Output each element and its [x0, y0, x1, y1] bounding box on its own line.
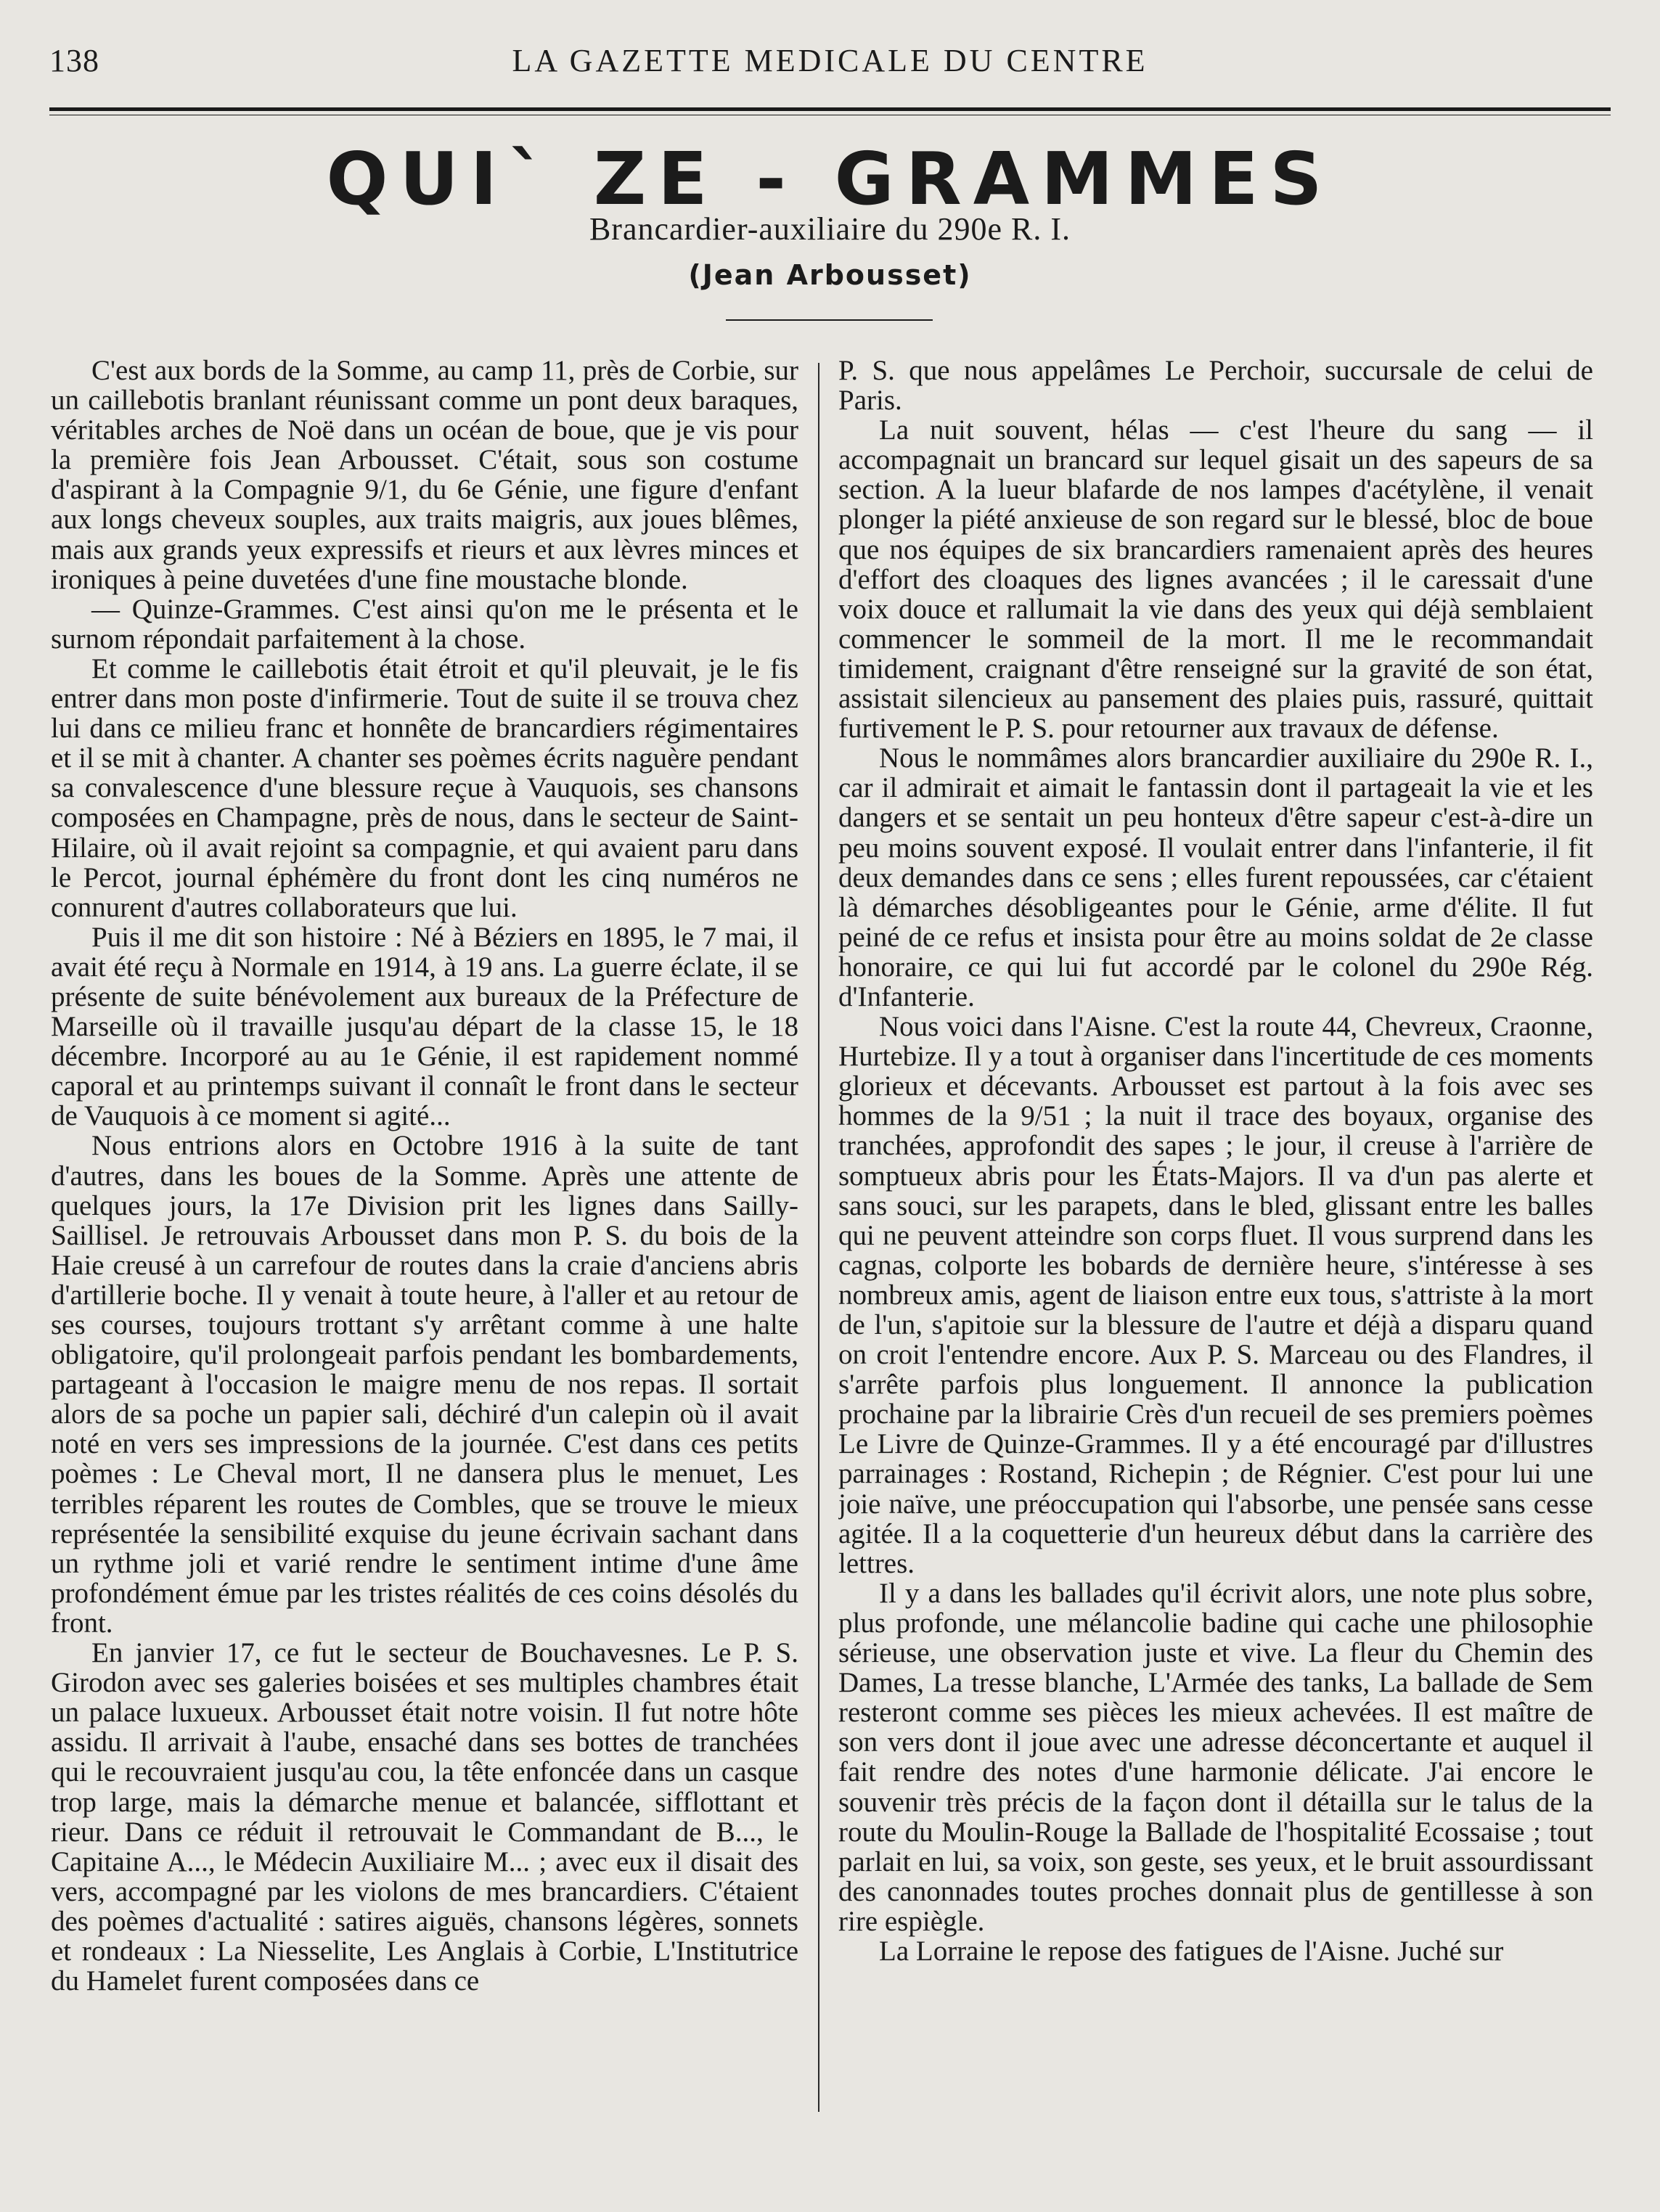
header-rule — [49, 107, 1611, 115]
article-title: QUI` ZE - GRAMMES — [326, 136, 1334, 221]
paragraph: La Lorraine le repose des fatigues de l'Aisne. Juché sur — [879, 1935, 1504, 1967]
page-number: 138 — [49, 43, 99, 78]
paragraph: Nous voici dans l'Aisne. C'est la route 44, Chevreux, Craonne, Hurtebize. Il y a tout à organiser dans l'incertitude de ces moments glorieux et décevants. Arbousset est partout à la fois avec ses hommes de la 9/51 ; la nuit il trace des boyaux, organise des tranchées, approfondit des sapes ; le jour, il creuse à l'arrière de somptueux abris pour les États-Majors. Il va d'un pas alerte et sans souci, sur les parapets, dans le bled, glissant entre les balles qui ne peuvent atteindre son corps fluet. Il vous surprend dans les cagnas, colporte les bobards de dernière heure, s'intéresse à ses nombreux amis, agent de liaison entre eux tous, s'attriste à la mort de l'un, s'apitoie sur la blessure de l'autre et déjà a disparu quand on croit l'entendre encore. Aux P. S. Marceau ou des Flandres, il s'arrête parfois plus longuement. Il annonce la publication prochaine par la librairie Crès d'un recueil de ses premiers poèmes Le Livre de Quinze-Grammes. Il y a été encouragé par d'illustres parrainages : Rostand, Richepin ; de Régnier. C'est pour lui une joie naïve, une préoccupation qui l'absorbe, une pensée sans cesse agitée. Il a la coquetterie d'un heureux début dans la carrière des lettres. — [838, 1011, 1593, 1579]
left-column — [51, 356, 798, 2177]
running-head — [49, 42, 1611, 86]
article-subtitle: Brancardier-auxiliaire du 290e R. I. — [589, 211, 1071, 247]
column-divider — [818, 363, 819, 2112]
paragraph: C'est aux bords de la Somme, au camp 11, près de Corbie, sur un caillebotis branlant réunissant comme un pont deux baraques, véritables arches de Noë dans un océan de boue, que je vis pour la première fois Jean Arbousset. C'était, sous son costume d'aspirant à la Compagnie 9/1, du 6e Génie, une figure d'enfant aux longs cheveux souples, aux traits maigris, aux joues blêmes, mais aux grands yeux expressifs et rieurs et aux lèvres minces et ironiques à peine duvetées d'une fine moustache blonde. — [51, 356, 798, 595]
right-column — [838, 356, 1593, 2177]
paragraph: En janvier 17, ce fut le secteur de Bouchavesnes. Le P. S. Girodon avec ses galeries boisées et ses multiples chambres était un palace luxueux. Arbousset était notre voisin. Il fut notre hôte assidu. Il arrivait à l'aube, ensaché dans ses bottes de tranchées qui le recouvraient jusqu'au cou, la tête enfoncée dans un casque trop large, mais la démarche menue et balancée, sifflottant et rieur. Dans ce réduit il retrouvait le Commandant de B..., le Capitaine A..., le Médecin Auxiliaire M... ; avec eux il disait des vers, accompagné par les violons de mes brancardiers. C'étaient des poèmes d'actualité : satires aiguës, chansons légères, sonnets et rondeaux : La Niesselite, Les Anglais à Corbie, L'Institutrice du Hamelet furent composées dans ce — [51, 1637, 798, 1997]
paragraph: — Quinze-Grammes. C'est ainsi qu'on me le présenta et le surnom répondait parfaitement à la chose. — [51, 593, 798, 655]
paragraph: Nous le nommâmes alors brancardier auxiliaire du 290e R. I., car il admirait et aimait le fantassin dont il partageait la vie et les dangers et se sentait un peu honteux d'être sapeur c'est-à-dire un peu moins souvent exposé. Il voulait entrer dans l'infanterie, il fit deux demandes dans ce sens ; elles furent repoussées, car c'étaient là démarches désobligeantes pour le Génie, arme d'élite. Il fut peiné de ce refus et insista pour être au moins soldat de 2e classe honoraire, ce qui lui fut accordé par le colonel du 290e Rég. d'Infanterie. — [838, 742, 1593, 1012]
article-author: (Jean Arbousset) — [688, 259, 972, 291]
paragraph: Et comme le caillebotis était étroit et qu'il pleuvait, je le fis entrer dans mon poste d'infirmerie. Tout de suite il se trouva chez lui dans ce milieu franc et honnête de brancardiers régimentaires et il se mit à chanter. A chanter ses poèmes écrits naguère pendant sa convalescence d'une blessure reçue à Vauquois, ses chansons composées en Champagne, près de nous, dans le secteur de Saint-Hilaire, où il avait rejoint sa compagnie, et qui avaient paru dans le Percot, journal éphémère du front dont les cinq numéros ne connurent d'autres collaborateurs que lui. — [51, 652, 798, 923]
paragraph: La nuit souvent, hélas — c'est l'heure du sang — il accompagnait un brancard sur lequel gisait un des sapeurs de sa section. A la lueur blafarde de nos lampes d'acétylène, il venait plonger la piété anxieuse de son regard sur le blessé, bloc de boue que nos équipes de six brancardiers ramenaient après des heures d'effort des cloaques des lignes avancées ; il le caressait d'une voix douce et rallumait la vie dans des yeux qui déjà semblaient commencer le sommeil de la mort. Il me le recommandait timidement, craignant d'être renseigné sur la gravité de son état, assistait silencieux au pansement des plaies puis, rassuré, quittait furtivement le P. S. pour retourner aux travaux de défense. — [838, 414, 1593, 745]
paragraph: Nous entrions alors en Octobre 1916 à la suite de tant d'autres, dans les boues de la Somme. Après une attente de quelques jours, la 17e Division prit les lignes dans Sailly-Saillisel. Je retrouvais Arbousset dans mon P. S. du bois de la Haie creusé à un carrefour de routes dans la craie d'anciens abris d'artillerie boche. Il y venait à toute heure, à l'aller et au retour de ses courses, toujours trottant s'y arrêtant comme à une halte obligatoire, qu'il prolongeait parfois pendant les bombardements, partageant à l'occasion le maigre menu de nos repas. Il sortait alors de sa poche un papier sali, déchiré d'un calepin où il avait noté en vers ses impressions de la journée. C'est dans ces petits poèmes : Le Cheval mort, Il ne dansera plus le menuet, Les terribles réparent les routes de Combles, que se trouve le mieux représentée la sensibilité exquise du jeune écrivain sachant dans un rythme joli et varié rendre le sentiment intime d'une âme profondément émue par les tristes réalités de ces coins désolés du front. — [51, 1130, 798, 1639]
paragraph: P. S. que nous appelâmes Le Perchoir, succursale de celui de Paris. — [838, 356, 1593, 417]
author-rule — [726, 319, 933, 321]
paragraph: Puis il me dit son histoire : Né à Béziers en 1895, le 7 mai, il avait été reçu à Normale en 1914, à 19 ans. La guerre éclate, il se présente de suite bénévolement aux bureaux de la Préfecture de Marseille où il travaille jusqu'au départ de la classe 15, le 18 décembre. Incorporé au au 1e Génie, il est rapidement nommé caporal et au printemps suivant il connaît le front dans le secteur de Vauquois à ce moment si agité... — [51, 921, 798, 1132]
journal-title: LA GAZETTE MEDICALE DU CENTRE — [512, 43, 1148, 78]
paragraph: Il y a dans les ballades qu'il écrivit alors, une note plus sobre, plus profonde, une mélancolie badine qui cache une philosophie sérieuse, une observation juste et vive. La fleur du Chemin des Dames, La tresse blanche, L'Armée des tanks, La ballade de Sem resteront comme ses pièces les mieux achevées. Il est maître de son vers dont il joue avec une adresse déconcertante et auquel il fait rendre des notes d'une harmonie délicate. J'ai encore le souvenir très précis de la façon dont il détailla sur le talus de la route du Moulin-Rouge la Ballade de l'hospitalité Ecossaise ; tout parlait en lui, sa voix, son geste, ses yeux, et le bruit assourdissant des canonnades toutes proches donnait plus de gentillesse à son rire espiègle. — [838, 1577, 1593, 1937]
